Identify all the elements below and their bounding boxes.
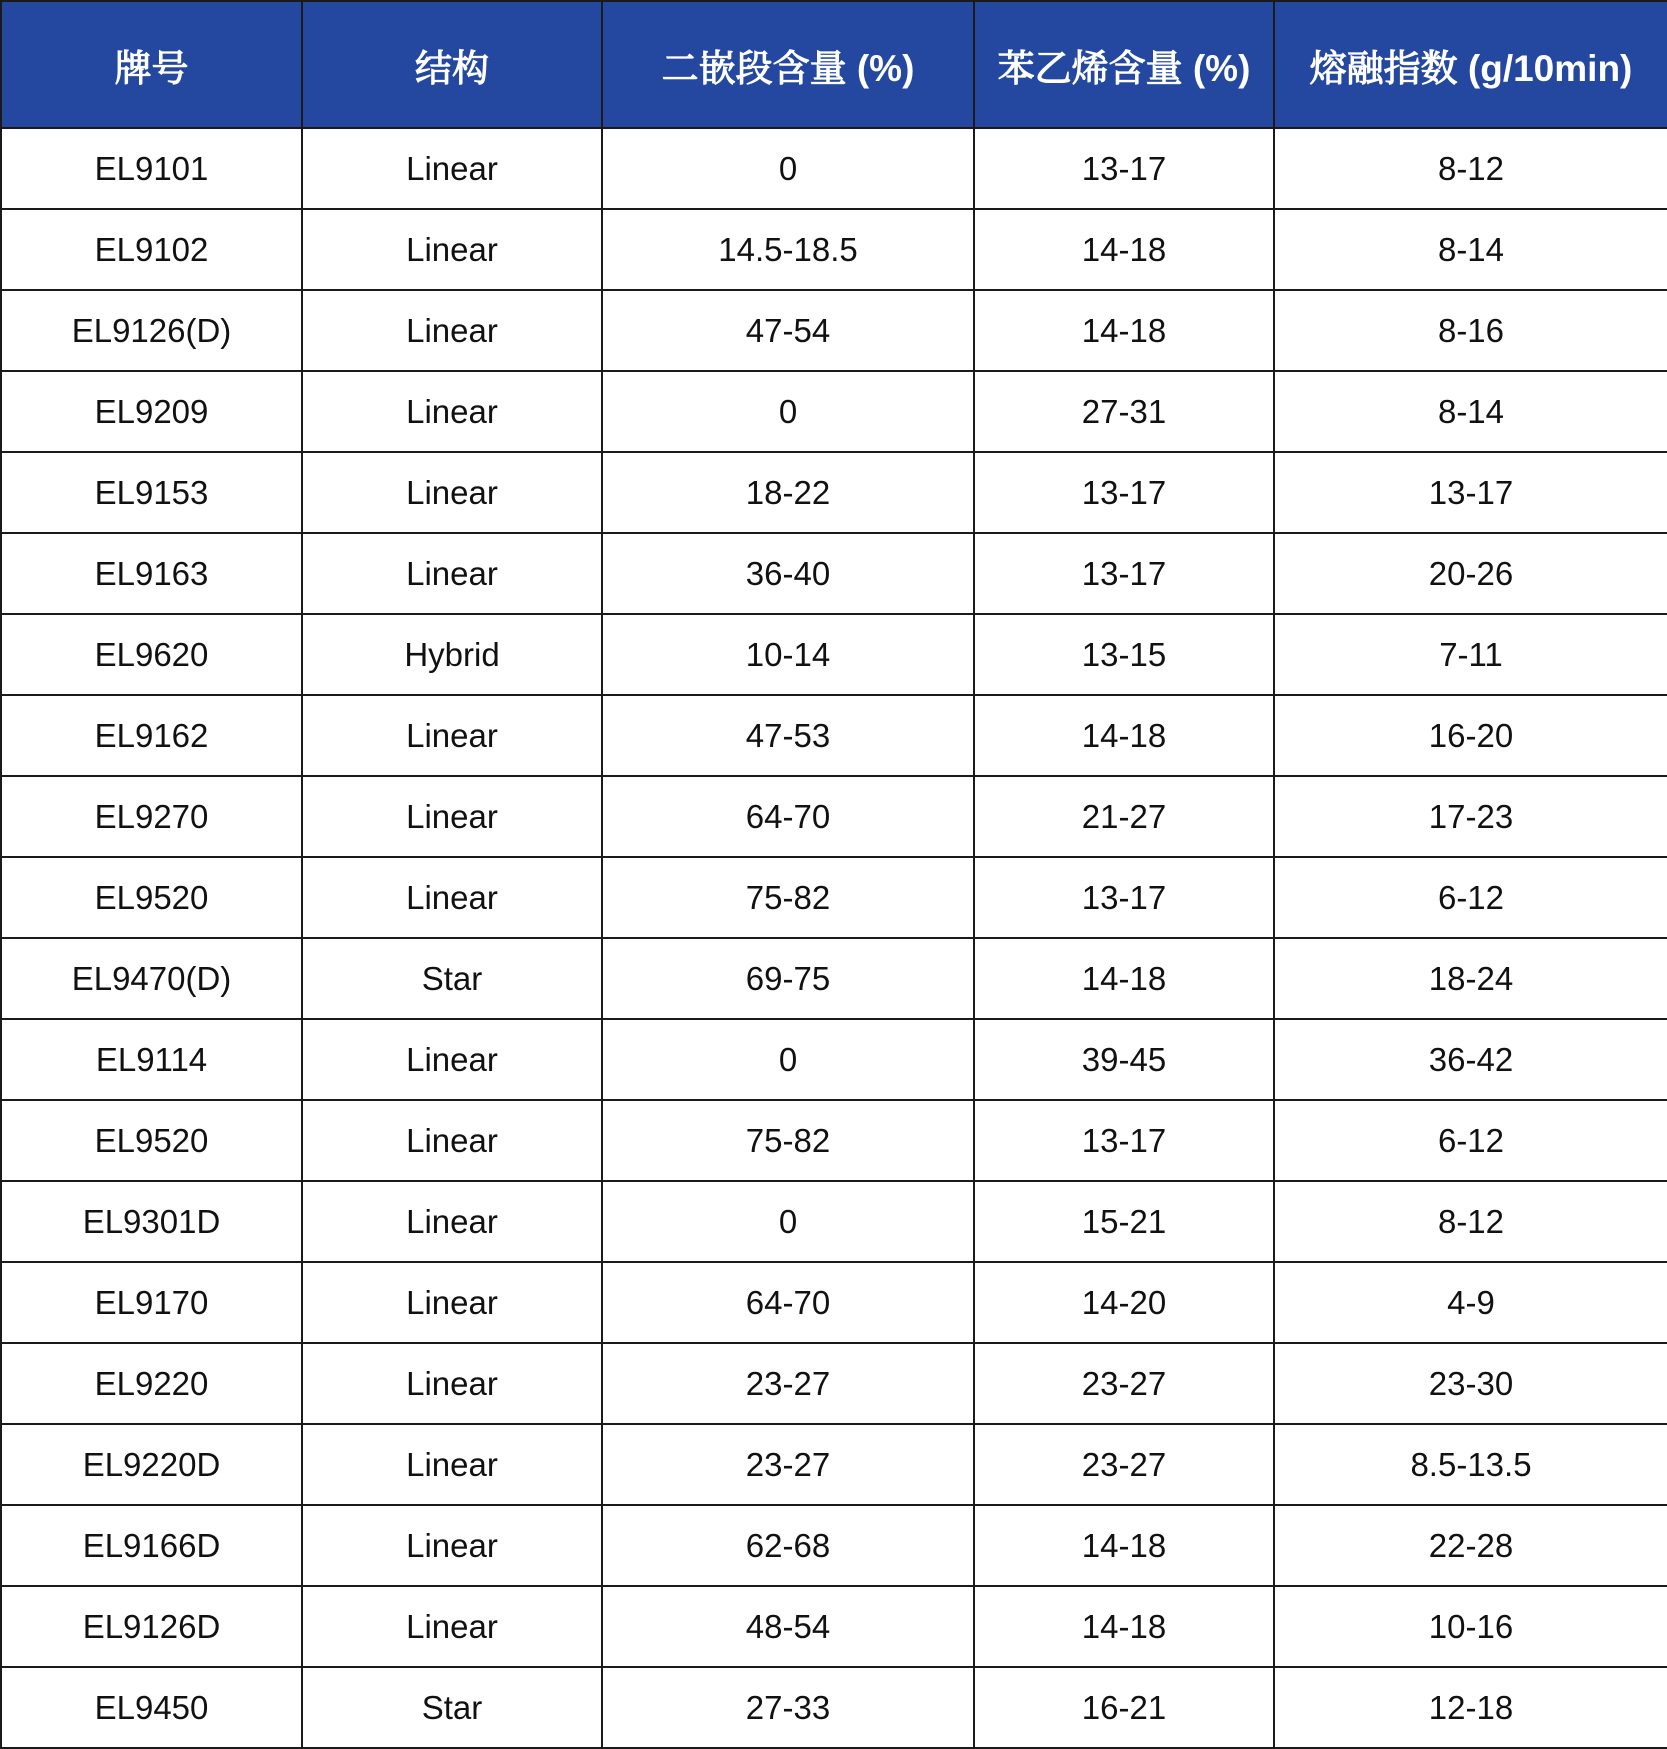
melt-index-cell: 6-12	[1274, 857, 1667, 938]
diblock-cell: 62-68	[602, 1505, 974, 1586]
grade-cell: EL9620	[1, 614, 302, 695]
structure-cell: Linear	[302, 209, 602, 290]
structure-cell: Linear	[302, 1343, 602, 1424]
structure-cell: Linear	[302, 371, 602, 452]
melt-index-cell: 8-14	[1274, 371, 1667, 452]
structure-cell: Linear	[302, 290, 602, 371]
structure-cell: Linear	[302, 1181, 602, 1262]
table-row	[1, 290, 1667, 371]
melt-index-cell: 23-30	[1274, 1343, 1667, 1424]
grade-cell: EL9102	[1, 209, 302, 290]
table-body	[1, 128, 1667, 1748]
grade-cell: EL9170	[1, 1262, 302, 1343]
grade-cell: EL9209	[1, 371, 302, 452]
table-row	[1, 452, 1667, 533]
structure-cell: Linear	[302, 695, 602, 776]
table-row	[1, 209, 1667, 290]
table-row	[1, 371, 1667, 452]
table-row	[1, 1343, 1667, 1424]
diblock-cell: 64-70	[602, 776, 974, 857]
structure-cell: Linear	[302, 452, 602, 533]
diblock-cell: 0	[602, 1019, 974, 1100]
structure-cell: Linear	[302, 1019, 602, 1100]
diblock-cell: 0	[602, 128, 974, 209]
table-row	[1, 857, 1667, 938]
styrene-cell: 27-31	[974, 371, 1274, 452]
structure-cell: Linear	[302, 1424, 602, 1505]
styrene-cell: 13-17	[974, 452, 1274, 533]
styrene-cell: 13-17	[974, 857, 1274, 938]
styrene-cell: 13-17	[974, 533, 1274, 614]
table-row	[1, 533, 1667, 614]
diblock-cell: 0	[602, 1181, 974, 1262]
table-row	[1, 695, 1667, 776]
structure-cell: Star	[302, 1667, 602, 1748]
grade-cell: EL9126D	[1, 1586, 302, 1667]
styrene-cell: 13-17	[974, 128, 1274, 209]
diblock-cell: 36-40	[602, 533, 974, 614]
grade-cell: EL9520	[1, 1100, 302, 1181]
diblock-cell: 75-82	[602, 1100, 974, 1181]
diblock-cell: 47-54	[602, 290, 974, 371]
diblock-cell: 18-22	[602, 452, 974, 533]
grade-cell: EL9450	[1, 1667, 302, 1748]
diblock-cell: 47-53	[602, 695, 974, 776]
melt-index-cell: 20-26	[1274, 533, 1667, 614]
styrene-cell: 14-18	[974, 695, 1274, 776]
table-row	[1, 1505, 1667, 1586]
styrene-cell: 14-18	[974, 1505, 1274, 1586]
styrene-cell: 14-20	[974, 1262, 1274, 1343]
structure-cell: Linear	[302, 533, 602, 614]
diblock-cell: 64-70	[602, 1262, 974, 1343]
structure-cell: Hybrid	[302, 614, 602, 695]
styrene-cell: 14-18	[974, 209, 1274, 290]
melt-index-cell: 10-16	[1274, 1586, 1667, 1667]
melt-index-cell: 6-12	[1274, 1100, 1667, 1181]
structure-cell: Linear	[302, 1262, 602, 1343]
styrene-cell: 23-27	[974, 1343, 1274, 1424]
melt-index-cell: 7-11	[1274, 614, 1667, 695]
header-row	[1, 1, 1667, 128]
grade-cell: EL9220	[1, 1343, 302, 1424]
table-row	[1, 1424, 1667, 1505]
table-row	[1, 1181, 1667, 1262]
table-row	[1, 614, 1667, 695]
styrene-cell: 13-17	[974, 1100, 1274, 1181]
diblock-cell: 0	[602, 371, 974, 452]
melt-index-cell: 4-9	[1274, 1262, 1667, 1343]
melt-index-cell: 13-17	[1274, 452, 1667, 533]
structure-cell: Linear	[302, 776, 602, 857]
melt-index-cell: 12-18	[1274, 1667, 1667, 1748]
diblock-cell: 23-27	[602, 1424, 974, 1505]
melt-index-cell: 8.5-13.5	[1274, 1424, 1667, 1505]
grade-cell: EL9114	[1, 1019, 302, 1100]
header-structure: 结构	[302, 1, 602, 128]
diblock-cell: 27-33	[602, 1667, 974, 1748]
table-row	[1, 128, 1667, 209]
melt-index-cell: 17-23	[1274, 776, 1667, 857]
grade-cell: EL9301D	[1, 1181, 302, 1262]
header-melt-index: 熔融指数 (g/10min)	[1274, 1, 1667, 128]
structure-cell: Linear	[302, 128, 602, 209]
diblock-cell: 75-82	[602, 857, 974, 938]
grade-cell: EL9220D	[1, 1424, 302, 1505]
melt-index-cell: 22-28	[1274, 1505, 1667, 1586]
melt-index-cell: 8-16	[1274, 290, 1667, 371]
melt-index-cell: 16-20	[1274, 695, 1667, 776]
melt-index-cell: 18-24	[1274, 938, 1667, 1019]
table-row	[1, 1586, 1667, 1667]
styrene-cell: 14-18	[974, 290, 1274, 371]
melt-index-cell: 8-14	[1274, 209, 1667, 290]
header-styrene-content: 苯乙烯含量 (%)	[974, 1, 1274, 128]
grade-cell: EL9270	[1, 776, 302, 857]
grade-cell: EL9520	[1, 857, 302, 938]
grade-cell: EL9101	[1, 128, 302, 209]
grade-cell: EL9166D	[1, 1505, 302, 1586]
styrene-cell: 15-21	[974, 1181, 1274, 1262]
styrene-cell: 14-18	[974, 938, 1274, 1019]
styrene-cell: 21-27	[974, 776, 1274, 857]
grade-cell: EL9162	[1, 695, 302, 776]
table-row	[1, 938, 1667, 1019]
diblock-cell: 23-27	[602, 1343, 974, 1424]
grade-cell: EL9126(D)	[1, 290, 302, 371]
table-row	[1, 1262, 1667, 1343]
melt-index-cell: 36-42	[1274, 1019, 1667, 1100]
structure-cell: Linear	[302, 1586, 602, 1667]
table-row	[1, 1100, 1667, 1181]
melt-index-cell: 8-12	[1274, 128, 1667, 209]
structure-cell: Linear	[302, 857, 602, 938]
structure-cell: Star	[302, 938, 602, 1019]
styrene-cell: 16-21	[974, 1667, 1274, 1748]
styrene-cell: 13-15	[974, 614, 1274, 695]
styrene-cell: 14-18	[974, 1586, 1274, 1667]
header-grade: 牌号	[1, 1, 302, 128]
diblock-cell: 10-14	[602, 614, 974, 695]
table-row	[1, 1019, 1667, 1100]
structure-cell: Linear	[302, 1100, 602, 1181]
header-diblock-content: 二嵌段含量 (%)	[602, 1, 974, 128]
grade-cell: EL9470(D)	[1, 938, 302, 1019]
styrene-cell: 23-27	[974, 1424, 1274, 1505]
structure-cell: Linear	[302, 1505, 602, 1586]
melt-index-cell: 8-12	[1274, 1181, 1667, 1262]
grade-cell: EL9153	[1, 452, 302, 533]
table-row	[1, 1667, 1667, 1748]
diblock-cell: 14.5-18.5	[602, 209, 974, 290]
diblock-cell: 48-54	[602, 1586, 974, 1667]
grade-cell: EL9163	[1, 533, 302, 614]
table-row	[1, 776, 1667, 857]
diblock-cell: 69-75	[602, 938, 974, 1019]
styrene-cell: 39-45	[974, 1019, 1274, 1100]
